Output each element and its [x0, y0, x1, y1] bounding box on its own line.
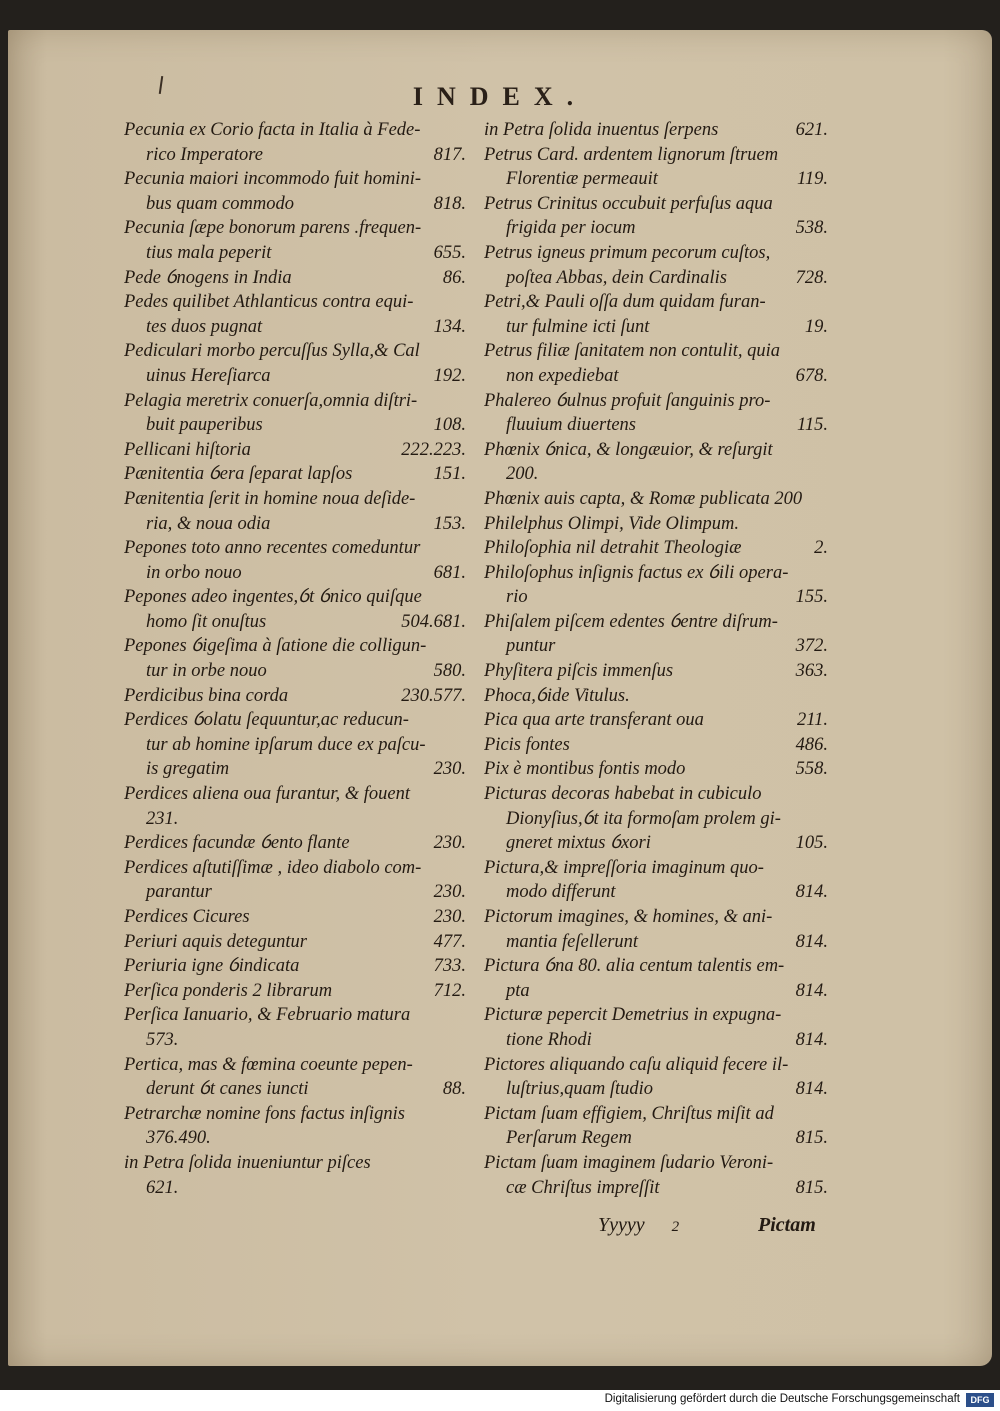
index-entry — [484, 1102, 828, 1151]
index-entry-page: 230. — [433, 882, 466, 903]
index-entry-line — [124, 512, 466, 537]
index-entry-line: Petrarchæ nomine fons factus inſignis — [124, 1103, 405, 1124]
signature-number: 2 — [671, 1219, 680, 1235]
index-entry-text: modo differunt — [506, 882, 616, 903]
index-entry — [484, 487, 828, 512]
index-entry-page: 134. — [433, 316, 466, 337]
index-entry-page: 105. — [795, 833, 828, 854]
index-entry-text: is gregatim — [146, 759, 230, 780]
index-entry-line — [484, 266, 828, 291]
index-entry-line — [124, 143, 466, 168]
funding-banner — [0, 1390, 1000, 1411]
index-entry-text: rio — [506, 587, 528, 608]
index-entry-line — [484, 831, 828, 856]
index-entry-line: Pictura ỽna 80. alia centum talentis em- — [484, 956, 785, 977]
dfg-logo: DFG — [966, 1393, 994, 1407]
index-entry-line — [124, 462, 466, 487]
index-entry — [124, 905, 466, 930]
index-entry — [124, 585, 466, 634]
index-entry-text: Perdices facundæ ỽento flante — [124, 833, 350, 854]
index-entry-line: tur ab homine ipſarum duce ex paſcu- — [146, 734, 426, 755]
index-entry-line — [484, 118, 828, 143]
index-entry-line — [124, 610, 466, 635]
index-entry-line: Pepones ỽigeſima à ſatione die colligun- — [124, 636, 427, 657]
index-entry-line — [124, 757, 466, 782]
index-entry-text: rico Imperatore — [146, 144, 263, 165]
index-entry-page: 192. — [433, 365, 466, 386]
index-entry — [124, 979, 466, 1004]
index-entry — [484, 438, 828, 487]
index-entry-page: 372. — [795, 636, 828, 657]
index-entry-line: Picturæ pepercit Demetrius in expugna- — [484, 1005, 782, 1026]
index-entry-line — [484, 634, 828, 659]
index-entry-line: Petrus filiæ ſanitatem non contulit, quia — [484, 341, 780, 362]
index-entry-line — [484, 733, 828, 758]
index-entry-line: Petrus igneus primum pecorum cuſtos, — [484, 242, 771, 263]
index-entry-line — [484, 364, 828, 389]
index-entry-page: 222.223. — [401, 439, 466, 460]
index-entry-page: 230.577. — [401, 685, 466, 706]
index-entry-text: Perdices Cicures — [124, 907, 250, 927]
index-entry-line: Pelagia meretrix conuerſa,omnia diſtri- — [124, 390, 418, 411]
index-entry-text: Florentiæ permeauit — [506, 169, 658, 190]
index-entry-line: Phœnix auis capta, & Romæ publicata 200 — [484, 488, 803, 509]
index-entry-line — [124, 315, 466, 340]
index-entry — [124, 684, 466, 709]
index-entry-line: Petri,& Pauli oſſa dum quidam furan- — [484, 292, 766, 313]
index-entry — [484, 118, 828, 143]
index-entry-page: 538. — [795, 218, 828, 239]
index-entry-line: Perdices ỽolatu ſequuntur,ac reducun- — [124, 710, 409, 731]
index-entry-text: luſtrius,quam ſtudio — [506, 1079, 653, 1100]
index-entry — [124, 118, 466, 167]
index-entry-line: Petrus Card. ardentem lignorum ſtruem — [484, 144, 779, 165]
index-entry-line: Perſica Ianuario, & Februario matura — [124, 1005, 411, 1026]
index-entry — [124, 954, 466, 979]
index-entry-page: 678. — [795, 365, 828, 386]
index-entry — [484, 684, 828, 709]
index-entry-line — [484, 536, 828, 561]
index-entry-page: 621. — [795, 120, 828, 140]
index-entry-page: 815. — [795, 1177, 828, 1198]
index-entry-page: 211. — [796, 710, 828, 731]
index-entry-line: Pepones adeo ingentes,ỽt ỽnico quiſque — [124, 587, 422, 608]
index-entry-line — [484, 930, 828, 955]
index-entry-line: Philoſophus inſignis factus ex ỽili opera- — [484, 562, 789, 583]
index-entry-line — [484, 659, 828, 684]
index-entry — [484, 659, 828, 684]
index-entry-text: Perdicibus bina corda — [124, 685, 289, 706]
index-entry-page: 486. — [795, 734, 828, 755]
index-entry-page: 504.681. — [401, 611, 466, 632]
index-entry-page: 19. — [804, 316, 828, 337]
index-entry-text: Pellicani hiſtoria — [124, 439, 251, 460]
index-entry-line — [124, 413, 466, 438]
index-entry-text: pta — [506, 980, 530, 1001]
index-entry — [484, 192, 828, 241]
index-entry-line — [124, 979, 466, 1004]
index-entry — [124, 216, 466, 265]
signature-letters: Yyyyy — [598, 1214, 645, 1236]
index-entry-text: Philoſophia nil detrahit Theologiæ — [484, 538, 742, 559]
index-entry-page: 655. — [433, 242, 466, 263]
index-entry-line: Phoca,ỽide Vitulus. — [484, 685, 630, 706]
index-entry-line — [484, 1126, 828, 1151]
index-entry-text: Pænitentia ỽera ſeparat lapſos — [124, 464, 353, 485]
index-entry-page: 817. — [433, 144, 466, 165]
index-entry-page: 230. — [433, 759, 466, 780]
index-entry-page: 88. — [442, 1079, 466, 1100]
index-entry-line — [124, 831, 466, 856]
index-entry-line: in Petra ſolida inueniuntur piſces — [124, 1152, 371, 1173]
index-entry-line: Pepones toto anno recentes comeduntur — [124, 538, 421, 559]
index-entry — [484, 757, 828, 782]
index-entry-line: 231. — [146, 808, 179, 829]
index-entry-line: Perdices aſtutiſſimæ , ideo diabolo com- — [124, 857, 422, 878]
index-entry-line: Pedes quilibet Athlanticus contra equi- — [124, 292, 414, 313]
index-entry-page: 818. — [433, 193, 466, 214]
index-entry — [124, 856, 466, 905]
index-entry — [484, 241, 828, 290]
index-entry-page: 728. — [795, 267, 828, 288]
index-entry-page: 2. — [814, 538, 828, 559]
index-entry-text: Periuria igne ỽindicata — [124, 956, 300, 977]
catchword: Pictam — [758, 1214, 816, 1236]
funding-text: Digitalisierung gefördert durch die Deutsche Forschungsgemeinschaft — [604, 1393, 960, 1405]
index-entry-line: Phalereo ỽulnus profuit ſanguinis pro- — [484, 390, 771, 411]
index-entry-line — [124, 364, 466, 389]
index-entry — [484, 536, 828, 561]
index-entry — [124, 782, 466, 831]
index-entry-page: 814. — [795, 882, 828, 903]
index-entry-text: gneret mixtus ỽxori — [506, 833, 651, 854]
index-entry-text: cæ Chriſtus impreſſit — [506, 1177, 660, 1198]
index-entry-page: 363. — [795, 661, 828, 682]
index-column-left — [124, 118, 466, 1200]
index-entry-page: 814. — [795, 980, 828, 1001]
index-entry-line: 200. — [506, 464, 539, 485]
index-entry-line: Pictura,& impreſſoria imaginum quo- — [484, 857, 764, 878]
index-entry — [124, 290, 466, 339]
index-entry-line — [124, 438, 466, 463]
index-entry-text: tione Rhodi — [506, 1029, 592, 1050]
index-entry-line — [124, 684, 466, 709]
index-entry-line: Pictores aliquando caſu aliquid fecere il- — [484, 1054, 789, 1075]
index-entry-page: 712. — [433, 980, 466, 1001]
index-entry-page: 86. — [442, 267, 466, 288]
index-entry-text: uinus Hereſiarca — [146, 365, 271, 386]
index-entry-text: mantia feſellerunt — [506, 931, 639, 952]
index-entry-line: Pecunia maiori incommodo fuit homini- — [124, 169, 421, 190]
index-entry-line — [124, 659, 466, 684]
index-entry-line — [484, 880, 828, 905]
index-entry — [124, 462, 466, 487]
index-entry-text: tur fulmine icti ſunt — [506, 316, 650, 337]
index-entry-line: Perdices aliena oua furantur, & fouent — [124, 784, 411, 805]
index-entry-page: 814. — [795, 1079, 828, 1100]
index-entry-page: 153. — [433, 513, 466, 534]
index-entry-line — [124, 905, 466, 930]
index-entry-page: 230. — [433, 833, 466, 854]
index-entry-text: parantur — [146, 882, 212, 903]
index-entry-text: Perſica ponderis 2 librarum — [124, 980, 333, 1001]
index-entry-line: Pænitentia ſerit in homine noua deſide- — [124, 488, 416, 509]
index-entry-line: 621. — [146, 1177, 179, 1198]
index-entry-text: tius mala peperit — [146, 242, 272, 263]
index-entry — [124, 167, 466, 216]
index-entry — [484, 512, 828, 537]
index-entry — [484, 1003, 828, 1052]
index-entry-line: Pecunia ex Corio facta in Italia à Fede- — [124, 120, 421, 140]
index-entry — [124, 389, 466, 438]
index-entry-text: Pix è montibus fontis modo — [484, 759, 686, 780]
index-entry-page: 119. — [796, 169, 828, 190]
index-entry — [484, 954, 828, 1003]
index-entry-text: poſtea Abbas, dein Cardinalis — [506, 267, 727, 288]
index-entry-text: Perſarum Regem — [506, 1128, 632, 1149]
index-entry-line: Pictam ſuam imaginem ſudario Veroni- — [484, 1152, 774, 1173]
index-entry — [484, 1151, 828, 1200]
index-entry-text: Picis fontes — [484, 734, 570, 755]
index-entry-line — [484, 1028, 828, 1053]
index-entry-line: Petrus Crinitus occubuit perfuſus aqua — [484, 193, 773, 214]
index-entry-text: bus quam commodo — [146, 193, 294, 214]
index-entry-line: 376.490. — [146, 1128, 211, 1149]
index-entry-page: 108. — [433, 415, 466, 436]
index-entry-line — [124, 930, 466, 955]
index-entry-line — [484, 708, 828, 733]
index-entry-page: 580. — [433, 661, 466, 682]
index-entry-line: Phœnix ỽnica, & longæuior, & reſurgit — [484, 439, 773, 460]
index-entry — [484, 389, 828, 438]
index-entry-text: ria, & noua odia — [146, 513, 271, 534]
index-entry — [124, 266, 466, 291]
index-entry-line — [484, 1176, 828, 1201]
index-entry-line: Pertica, mas & fœmina coeunte pepen- — [124, 1054, 413, 1075]
index-entry-line — [124, 241, 466, 266]
index-entry — [484, 1053, 828, 1102]
index-entry-page: 477. — [433, 931, 466, 952]
index-entry-line — [124, 954, 466, 979]
page-title: INDEX. — [412, 82, 588, 111]
index-entry-text: Pede ỽnogens in India — [124, 267, 292, 288]
index-entry — [124, 634, 466, 683]
index-entry-text: in orbo nouo — [146, 562, 242, 583]
index-entry — [484, 905, 828, 954]
signature-mark — [598, 1214, 679, 1237]
index-entry-text: fluuium diuertens — [506, 415, 637, 436]
index-entry-text: frigida per iocum — [506, 218, 636, 239]
index-entry — [484, 782, 828, 856]
index-entry-text: non expediebat — [506, 365, 619, 386]
index-entry-line — [124, 561, 466, 586]
index-entry — [124, 831, 466, 856]
index-entry-line — [124, 1077, 466, 1102]
index-entry — [484, 339, 828, 388]
index-entry — [484, 610, 828, 659]
index-entry — [484, 733, 828, 758]
index-entry-line — [484, 757, 828, 782]
index-entry-text: Phyſitera piſcis immenſus — [484, 661, 674, 682]
index-entry-line — [484, 167, 828, 192]
index-entry — [124, 1151, 466, 1200]
index-entry-page: 681. — [433, 562, 466, 583]
index-entry-line — [484, 1077, 828, 1102]
index-entry-line: Dionyſius,ỽt ita formoſam prolem gi- — [506, 808, 781, 829]
index-entry-line — [484, 315, 828, 340]
index-entry-text: tur in orbe nouo — [146, 661, 267, 682]
index-entry-line: Philelphus Olimpi, Vide Olimpum. — [484, 513, 740, 534]
index-entry-text: tes duos pugnat — [146, 316, 263, 337]
index-entry-line: Pictam ſuam effigiem, Chriſtus miſit ad — [484, 1103, 774, 1124]
index-entry-page: 814. — [795, 931, 828, 952]
index-entry — [124, 536, 466, 585]
index-entry-text: homo ſit onuſtus — [146, 611, 267, 632]
index-entry-page: 230. — [433, 907, 466, 927]
index-entry — [484, 708, 828, 733]
index-entry-line: 573. — [146, 1029, 179, 1050]
index-entry — [124, 438, 466, 463]
index-entry-line — [124, 266, 466, 291]
index-entry — [124, 1003, 466, 1052]
index-entry-text: in Petra ſolida inuentus ſerpens — [484, 120, 719, 140]
index-entry-text: derunt ỽt canes iuncti — [146, 1079, 309, 1100]
index-entry — [124, 487, 466, 536]
index-entry-text: Pica qua arte transferant oua — [484, 710, 704, 731]
index-entry-line — [484, 979, 828, 1004]
index-entry-text: puntur — [506, 636, 556, 657]
index-entry-line — [124, 880, 466, 905]
index-entry-line — [124, 192, 466, 217]
index-entry-page: 558. — [795, 759, 828, 780]
index-entry-line — [484, 585, 828, 610]
index-entry — [124, 930, 466, 955]
index-entry-line: Phiſalem piſcem edentes ỽentre diſrum- — [484, 611, 778, 632]
index-entry-text: buit pauperibus — [146, 415, 263, 436]
index-entry-line — [484, 413, 828, 438]
index-entry — [484, 290, 828, 339]
index-entry-line: Pictorum imagines, & homines, & ani- — [484, 907, 773, 927]
index-entry-page: 151. — [433, 464, 466, 485]
index-entry — [124, 339, 466, 388]
index-entry — [484, 143, 828, 192]
index-entry-page: 814. — [795, 1029, 828, 1050]
index-entry — [484, 561, 828, 610]
index-entry-line: Pediculari morbo percuſſus Sylla,& Cal — [124, 341, 420, 362]
index-entry-text: Periuri aquis deteguntur — [124, 931, 307, 952]
index-entry — [124, 1102, 466, 1151]
index-entry-line: Picturas decoras habebat in cubiculo — [484, 784, 762, 805]
index-entry — [484, 856, 828, 905]
index-entry-line — [484, 216, 828, 241]
index-entry-page: 155. — [795, 587, 828, 608]
index-entry-page: 733. — [433, 956, 466, 977]
index-column-right — [484, 118, 828, 1200]
index-entry-page: 815. — [795, 1128, 828, 1149]
index-entry-page: 115. — [796, 415, 828, 436]
index-entry — [124, 708, 466, 782]
index-entry-line: Pecunia ſæpe bonorum parens .frequen- — [124, 218, 422, 239]
index-entry — [124, 1053, 466, 1102]
